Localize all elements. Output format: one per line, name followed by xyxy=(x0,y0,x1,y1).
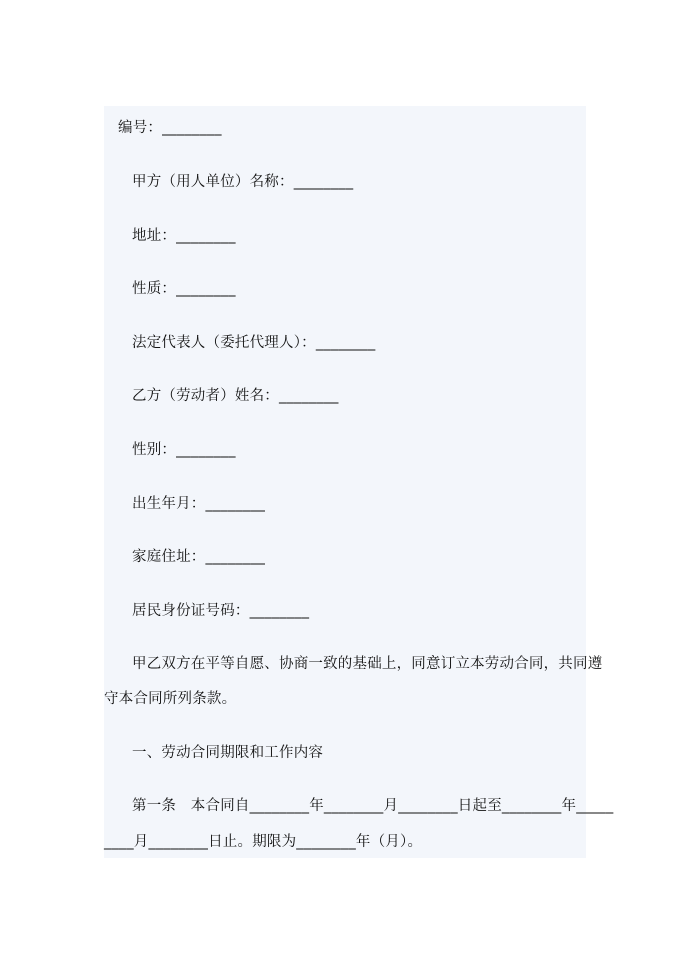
home-address-line: 家庭住址：________ xyxy=(132,549,266,565)
address-line: 地址：________ xyxy=(132,228,236,244)
legal-representative-line: 法定代表人（委托代理人）：________ xyxy=(132,335,376,351)
party-a-name-line: 甲方（用人单位）名称：________ xyxy=(132,174,354,190)
article-one-line-2: ____月________日止。期限为________年（月）。 xyxy=(104,834,423,850)
agreement-paragraph-line-1: 甲乙双方在平等自愿、协商一致的基础上，同意订立本劳动合同，共同遵 xyxy=(132,656,603,672)
nature-line: 性质：________ xyxy=(132,281,236,297)
party-b-name-line: 乙方（劳动者）姓名：________ xyxy=(132,388,339,404)
section-heading: 一、劳动合同期限和工作内容 xyxy=(132,745,324,761)
gender-line: 性别：________ xyxy=(132,442,236,458)
contract-number-line: 编号：________ xyxy=(118,120,222,136)
id-number-line: 居民身份证号码：________ xyxy=(132,603,310,619)
agreement-paragraph-line-2: 守本合同所列条款。 xyxy=(104,691,237,707)
birth-date-line: 出生年月：________ xyxy=(132,496,266,512)
document-page xyxy=(104,106,614,858)
article-one-line-1: 第一条 本合同自________年________月________日起至________年_____ xyxy=(132,798,614,814)
